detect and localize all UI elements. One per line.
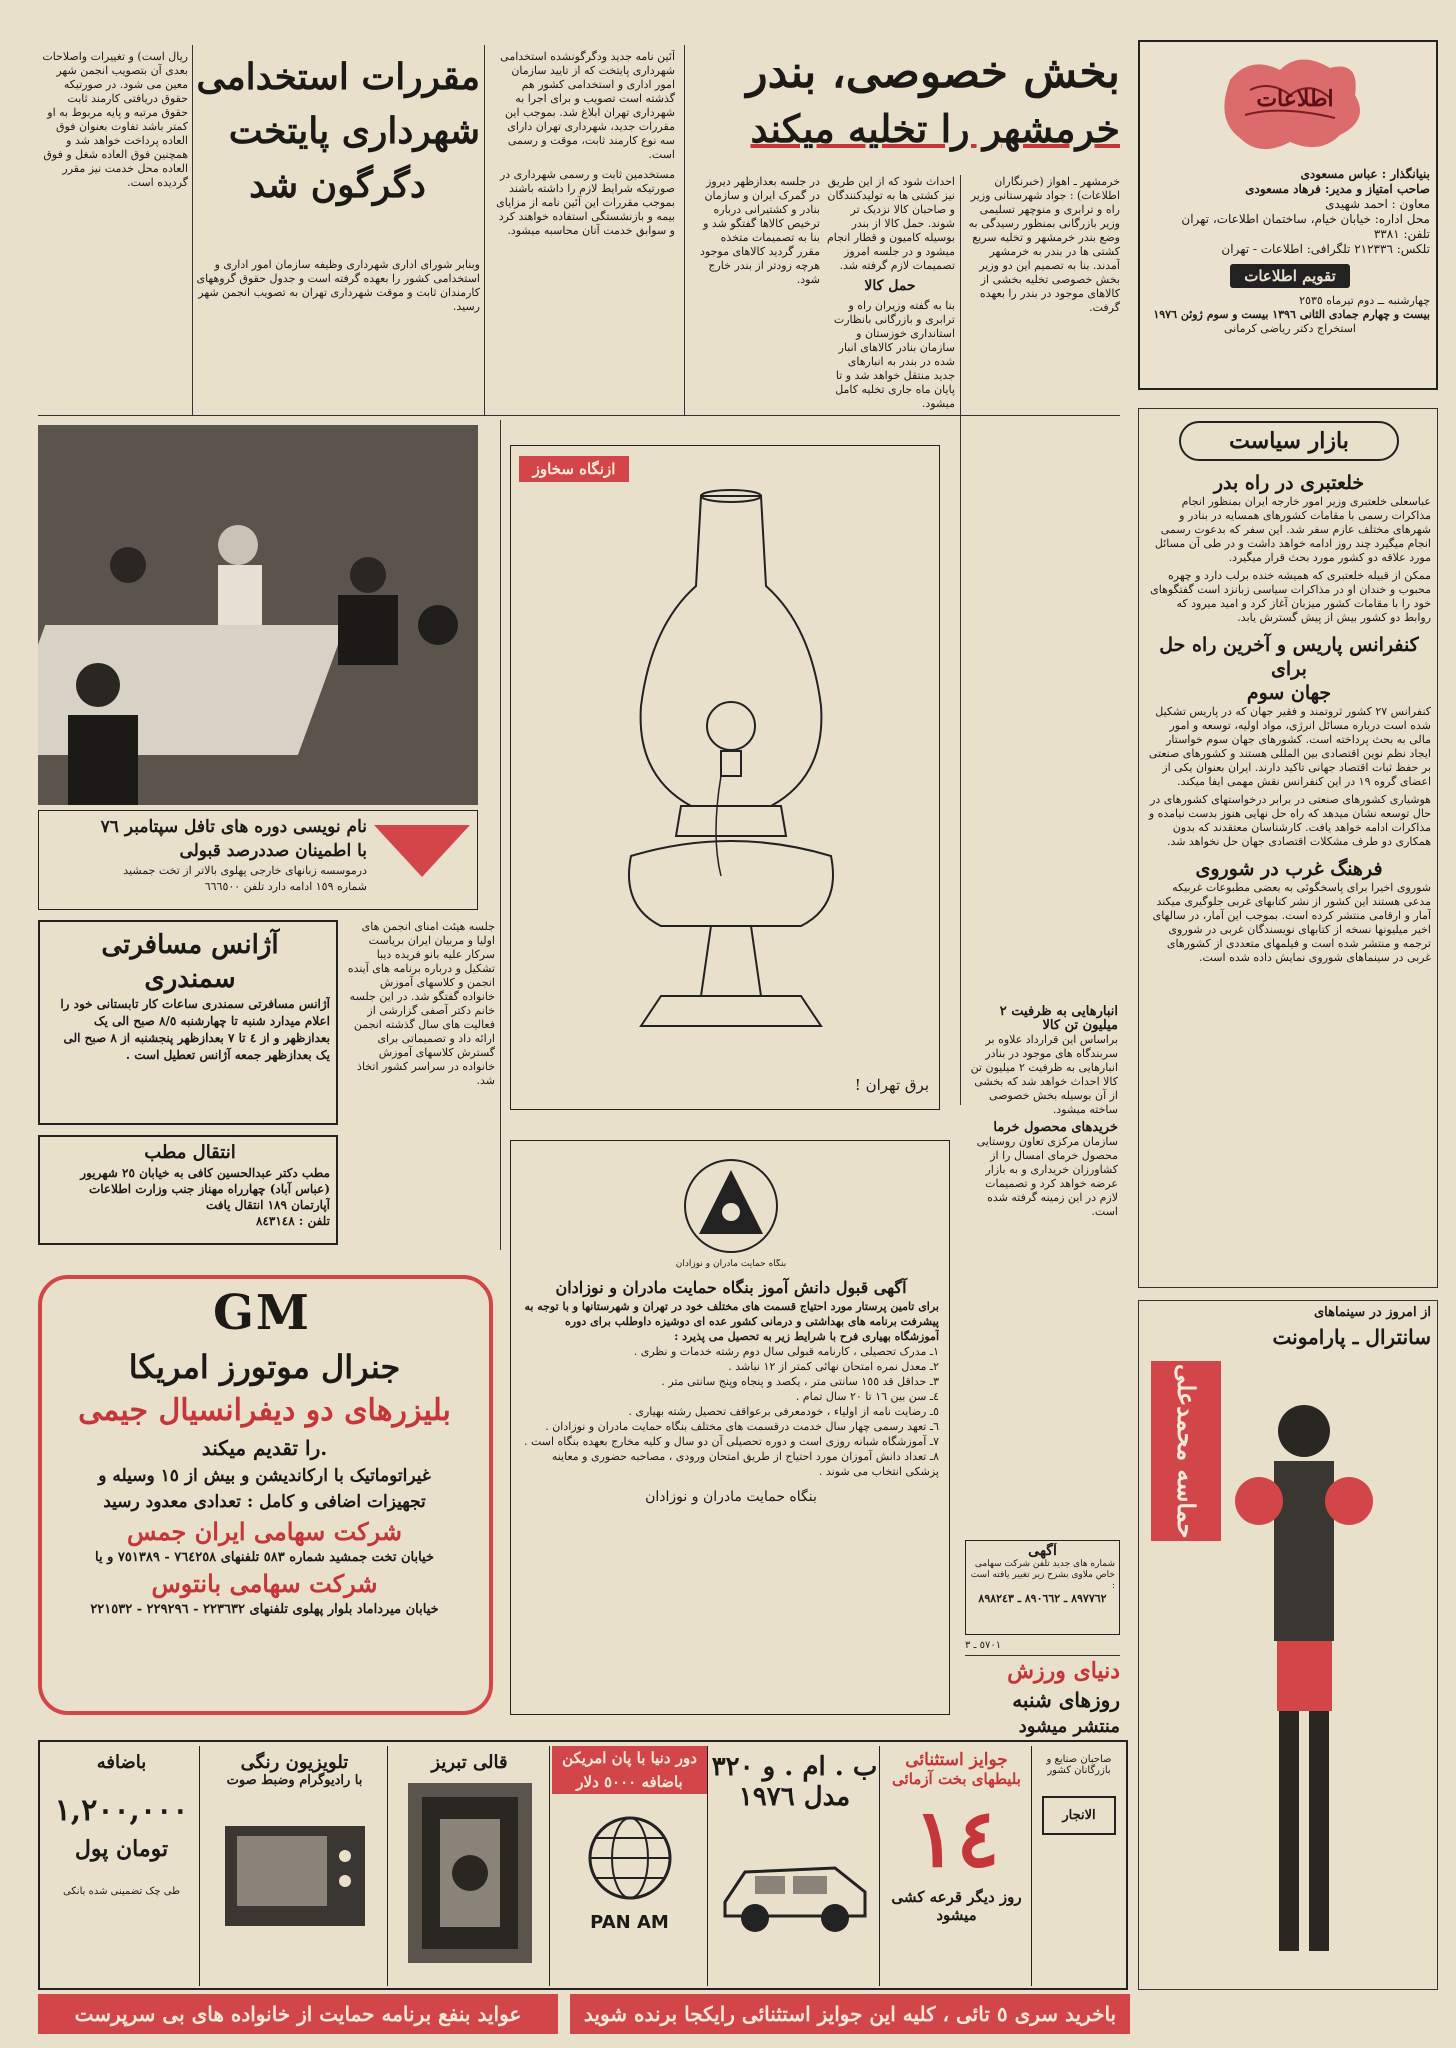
bazaar-h1: خلعتبری در راه بدر: [1213, 472, 1365, 494]
meeting-photo: [38, 425, 478, 805]
car-icon: [715, 1832, 875, 1942]
masthead-logo: [1210, 50, 1370, 160]
cinema-list: سانترال ـ پارامونت: [1272, 1325, 1431, 1349]
nursing-item: ١ـ مدرک تحصیلی ، کارنامه قبولی سال دوم رشته خدمات و نظری .: [633, 1345, 939, 1358]
gm-logo: GM: [212, 1285, 312, 1341]
sports-line2: روزهای شنبه: [1012, 1688, 1120, 1712]
sports-line3: منتشر میشود: [1018, 1716, 1120, 1737]
gm-features2: تجهیزات اضافی و کامل : تعدادی معدود رسید: [103, 1492, 426, 1512]
nursing-intro: برای تامین پرستار مورد احتیاج قسمت های مختلف خود در تهران و شهرستانها و با توجه به پیشرفت برنامه های بهداشتی و درمانی کشور عده ای دوشیزه داوطلب برای دوره آموزشگاه بهیاری فرح با شرایط زیر به تحصیل می پذیرد :: [524, 1300, 939, 1343]
ad-lottery-sub: روز دیگر قرعه کشی میشود: [891, 1888, 1022, 1924]
ad-money-foot: طی چک تضمینی شده بانکی: [62, 1886, 181, 1897]
date-line2: بیست و چهارم جمادی الثانی ١٣٩٦ بیست و سوم ژوئن ١٩٧٦: [1153, 308, 1430, 321]
ad-lottery-top: جوایز استثنائی: [905, 1750, 1008, 1770]
calendar-source: استخراج دکتر ریاضی کرمانی: [1224, 322, 1356, 335]
bottom-ads-strip: [38, 1740, 1128, 1990]
nursing-title: آگهی قبول دانش آموز بنگاه حمایت مادران و نوزادان: [555, 1278, 907, 1297]
ad-carpet: [390, 1746, 550, 1986]
clinic-ad: [38, 1135, 338, 1245]
ad-industry-mid: الانجار: [1042, 1796, 1116, 1835]
cinema-title: از امروز در سینماهای: [1313, 1305, 1431, 1320]
ad-tv-top: تلویزیون رنگی: [240, 1752, 349, 1773]
port-col1: خرمشهر ـ اهواز (خبرنگاران اطلاعات) : جواد شهرستانی وزیر راه و ترابری و منوچهر تسلیمی وزیر بازرگانی بمنظور رسیدگی به وضع بندر خرمشهر و تخلیه سریع کشتی ها در بندر به خرمشهر آمدند. بنا به تصمیم این دو وزیر بخش خصوصی تخلیه بخشی از کالاهای موجود در بندر را بعهده گرفت.: [968, 175, 1120, 314]
ad-tv: [202, 1746, 388, 1986]
gm-address1: خیابان تخت جمشید شماره ٥٨٣ تلفنهای ٧٦٤٢٥٨ - ٧٥١٣٨٩ و یا: [94, 1550, 435, 1565]
tafel-line2: با اطمینان صددرصد قبولی: [179, 841, 367, 861]
meeting-photo-icon: [38, 425, 478, 805]
cartoon-label: ازنگاه سخاوز: [519, 456, 629, 482]
nursing-emblem-icon: [681, 1156, 781, 1256]
film-title: حماسه محمدعلی: [1151, 1361, 1221, 1541]
port-headline-line2: خرمشهر را تخلیه میکند: [750, 106, 1120, 151]
port-col-under: انبارهایی به ظرفیت ٢ میلیون تن کالا براساس این قرارداد علاوه بر سربندگاه های موجود در بنادر انبارهایی به ظرفیت ٢ میلیون تن کالا احداث خواهد شد که بخشی از آن بوسیله بخش خصوصی ساخته میشود. خریدهای محصول خرما سازمان مرکزی تعاون روستایی محصول خرمای امسال را از کشاورزان خریداری و به بازار عرضه خواهد کرد و تصمیمات لازم در این زمینه گرفته شده است.: [968, 1005, 1118, 1305]
port-col2: احداث شود که از این طریق نیز کشتی ها به تولیدکنندگان و صاحبان کالا نزدیک تر شوند. حمل کالا از بندر بوسیله کامیون و قطار انجام میشود و در جلسه امروز تصمیمات لازم گرفته شد. حمل کالا بنا به گفته وزیران راه و ترابری و بازرگانی بانظارت استانداری خوزستان و سازمان بنادر کالاهای انبار شده در بندر به انبارهای جدید منتقل خواهد شد و تا پایان ماه جاری تخلیه کامل میشود.: [826, 175, 955, 410]
gm-features1: غیراتوماتیک با ارکاندیشن و بیش از ١٥ وسیله و: [98, 1466, 431, 1486]
ad-bmw: [710, 1746, 880, 1986]
bazaar-p3: شوروی اخیرا برای پاسخگوئی به بعضی مطبوعات غربیکه مدعی هستند این کشور از نشر کتابهای غربی جلوگیری میکند آمار و ارقامی منتشر کرده است. بموجب این آمار، در سالهای اخیر میلیونها نسخه از کتابهای نویسندگان غربی در شوروی ترجمه و منتشر شده است و فیلمهای متعددی از کشورهای غربی در سینماهای شوروی نمایش داده شده است.: [1152, 881, 1431, 964]
red-triangle-icon: [374, 825, 470, 877]
address: محل اداره: خیابان خیام، ساختمان اطلاعات، تهران: [1181, 212, 1430, 226]
gm-offer: را تقدیم میکند.: [201, 1436, 328, 1460]
cinema-ad: [1138, 1300, 1438, 1990]
tafel-line4: شماره ١٥٩ ادامه دارد تلفن ٦٦٦٥٠٠: [204, 880, 367, 893]
telex: تلکس: ٢١٢٣٣٦ تلگرافی: اطلاعات - تهران: [1221, 242, 1430, 256]
nursing-item: ٥ـ رضایت نامه از اولیاء ، خودمعرفی برعواقف تحصیل رشته بهیاری .: [628, 1405, 939, 1418]
bazaar-h3: فرهنگ غرب در شوروی: [1195, 858, 1383, 880]
nursing-item: ٦ـ تعهد رسمی چهار سال خدمت درقسمت های مختلف بنگاه حمایت مادران و نوزادان .: [545, 1420, 939, 1433]
ad-panam: [552, 1746, 708, 1986]
ad-panam-logo: PAN AM: [590, 1912, 669, 1933]
cartoon-frame: [510, 445, 940, 1110]
editor2: معاون : احمد شهیدی: [1325, 197, 1430, 211]
tehran-col-right: آئین نامه جدید ودگرگونشده استخدامی شهرداری پایتخت که از تایید سازمان امور اداری و استخدامی کشور هم گذشته است تصویب و برای اجرا به شهرداری تهران ابلاغ شد. بموجب این مقررات جدید، شهرداری تهران دارای سه نوع کارمند ثابت، موقت و رسمی است. مستخدمین ثابت و رسمی شهرداری در صورتیکه شرایط لازم را داشته باشند بموجب مقررات این آئین نامه از مزایای بیمه و بازنشستگی استفاده خواهند کرد و سوابق خدمت آنان محاسبه میشود.: [496, 50, 675, 237]
carpet-icon: [400, 1779, 540, 1969]
ad-bmw-top: ب . ام . و ٣٢٠: [711, 1752, 878, 1782]
gm-address2: خیابان میرداماد بلوار پهلوی تلفنهای ٢٢٣٦٣٢ - ٢٢٩٢٩٦ - ٢٢١٥٣٢: [90, 1602, 439, 1617]
port-subhead3: خریدهای محصول خرما: [993, 1120, 1118, 1135]
port-subhead2: انبارهایی به ظرفیت ٢ میلیون تن کالا: [999, 1005, 1118, 1033]
notice-code: ٥٧٠١ ـ ٣: [965, 1640, 1002, 1651]
tehran-col-left: ریال است) و تغییرات واصلاحات بعدی آن بتصویب انجمن شهر معین می شود. در صورتیکه حقوق دریافتی کارمند ثابت حقوق مرتبه و پایه مربوط به او کمتر باشد تفاوت بعنوان فوق العاده پرداخت خواهد شد و همچنین فوق العاده شغل و فوق العاده محل خدمت نیز مقرر گردیده است.: [42, 50, 188, 189]
ad-money-top: باضافه: [96, 1752, 147, 1773]
ad-industry-top: صاحبان صنایع و بازرگانان کشور: [1046, 1754, 1112, 1776]
cartoon-caption: برق تهران !: [854, 1076, 929, 1094]
tehran-headline-line2: شهرداری پایتخت: [228, 110, 480, 152]
editor: صاحب امتیاز و مدیر: فرهاد مسعودی: [1245, 182, 1430, 196]
ad-bmw-mid: مدل ١٩٧٦: [738, 1782, 851, 1812]
date-line1: چهارشنبه ــ دوم تیرماه ٢٥٣٥: [1299, 294, 1430, 307]
nursing-ad: [510, 1140, 950, 1715]
ad-lottery-big: ١٤: [913, 1791, 1000, 1885]
bazaar-column: [1138, 408, 1438, 1288]
gm-company1: شرکت سهامی ایران جمس: [127, 1517, 402, 1546]
gm-company2: شرکت سهامی بانتوس: [151, 1569, 378, 1598]
notice-body: شماره های جدید تلفن شرکت سهامی خاص ملاوی بشرح زیر تغییر یافته است :: [970, 1559, 1115, 1591]
nursing-item: ٨ـ تعداد دانش آموزان مورد احتیاج از طریق امتحان ورودی ، مصاحبه حضوری و معاینه پزشکی انتخاب می شوند .: [551, 1450, 939, 1478]
bazaar-h2b: جهان سوم: [1246, 682, 1332, 704]
ad-lottery-mid: بلیطهای بخت آزمائی: [892, 1770, 1021, 1788]
boxer-photo: [1229, 1361, 1379, 1981]
calendar-dates: [1150, 294, 1430, 336]
nursing-logo: [681, 1156, 781, 1256]
nursing-item: ٣ـ حداقل قد ١٥٥ سانتی متر ، یکصد و پنجاه وپنج سانتی متر .: [661, 1375, 939, 1388]
footer-right: باخرید سری ٥ تائی ، کلیه این جوایز استثنائی رایکجا برنده شوید: [570, 1994, 1130, 2034]
nursing-signature: بنگاه حمایت مادران و نوزادان: [645, 1489, 817, 1505]
sports-line1: دنیای ورزش: [1007, 1658, 1120, 1684]
clinic-title: انتقال مطب: [144, 1142, 236, 1163]
ad-money-sub: تومان پول: [74, 1836, 169, 1862]
tafel-line1: نام نویسی دوره های تافل سپتامبر ٧٦: [100, 817, 367, 837]
phone: تلفن: ٣٣٨١: [1373, 227, 1430, 241]
bazaar-p1: عباسعلی خلعتبری وزیر امور خارجه ایران بمنظور انجام مذاکرات رسمی با مقامات کشورهای همسایه در بنادر و شهرهای مختلف عازم سفر شد. این سفر که بدعوت رسمی انجام میگیرد چند روز ادامه خواهد داشت و در طی آن مسائل مورد علاقه دو کشور مورد بحث قرار میگیرد.: [1154, 495, 1431, 564]
nursing-logo-text: بنگاه حمایت مادران و نوزادان: [675, 1259, 787, 1269]
notice-phones: ٨٩٧٧٦٢ ـ ٨٩٠٦٦٢ ـ ٨٩٨٢٤٣: [978, 1592, 1107, 1605]
nursing-item: ٢ـ معدل نمره امتحان نهائی کمتر از ١٢ نباشد .: [728, 1360, 939, 1373]
gm-car: بلیزرهای دو دیفرانسیال جیمی: [78, 1393, 451, 1428]
globe-icon: [580, 1808, 680, 1908]
calendar-title: تقویم اطلاعات: [1230, 264, 1350, 288]
tafel-ad: [38, 810, 478, 910]
ad-industry: [1034, 1746, 1124, 1986]
tehran-col-bottom2: وبنابر شورای اداری شهرداری وظیفه سازمان امور اداری و استخدامی کشور را بعهده گرفته است و جدول حقوق گروههای کارمندان ثابت و موقت شهرداری تهران به تصویب انجمن شهر رسید.: [196, 258, 480, 313]
clinic-body: مطب دکتر عبدالحسین کافی به خیابان ٢٥ شهریور (عباس آباد) چهارراه مهناز جنب وزارت اطلاعات آپارتمان ١٨٩ انتقال یافت: [80, 1166, 330, 1212]
agency-body: آژانس مسافرتی سمندری ساعات کار تابستانی خود را اعلام میدارد شنبه تا چهارشنبه ٨/٥ صبح الی یک بعدازظهر و از ٤ تا ٧ بعدازظهر پنجشنبه از ٨ صبح الی یک بعدازظهر جمعه آژانس تعطیل است .: [60, 997, 330, 1062]
tehran-headline: [195, 50, 480, 250]
ad-money-mid: ١,٢٠٠,٠٠٠: [54, 1793, 189, 1828]
clinic-phone: تلفن : ٨٤٣١٤٨: [256, 1214, 330, 1228]
anjoman-article: جلسه هیئت امنای انجمن های اولیا و مربیان ایران بریاست سرکار علیه بانو فریده دیبا تشکیل و درباره برنامه های آینده انجمن و کلاسهای آموزش خانواده گفتگو شد. در این جلسه خانم دکتر آصفی گزارشی از فعالیت های سال گذشته انجمن ارائه داد و تصمیماتی برای گسترش کلاسهای آموزش خانواده در سراسر کشور اتخاذ شد.: [347, 920, 495, 1087]
bazaar-p2: کنفرانس ٢٧ کشور ثروتمند و فقیر جهان که در پاریس تشکیل شده است درباره مسائل انرژی، مواد اولیه، توسعه و امور مالی به بحث پرداخته است. کشورهای جهان سوم خواستار ایجاد نظم نوین اقتصادی بین المللی هستند و کشورهای صنعتی بر حفظ ثبات اقتصاد جهانی تاکید دارند. ایران بعنوان یکی از اعضای گروه ١٩ در این کنفرانس نقش مهمی ایفا میکند.: [1148, 705, 1431, 788]
tv-set-icon: [215, 1796, 375, 1946]
agency-title1: آژانس مسافرتی: [101, 930, 279, 960]
port-subhead: حمل کالا: [864, 278, 916, 294]
ad-lottery: [882, 1746, 1032, 1986]
logo-text: اطلاعات: [1256, 86, 1334, 112]
gm-ad: [38, 1275, 493, 1715]
port-headline: [700, 45, 1120, 165]
notice-title: آگهی: [1028, 1543, 1057, 1559]
port-headline-line1: بخش خصوصی، بندر: [746, 47, 1120, 98]
ad-tv-mid: با رادیوگرام وضبط صوت: [226, 1773, 363, 1788]
ad-panam-mid: باضافه ٥٠٠٠ دلار: [552, 1770, 707, 1794]
notice-ad: [965, 1540, 1120, 1635]
bazaar-p1b: ممکن از قبیله خلعتبری که همیشه خنده برلب دارد و چهره محبوب و خندان او در مذاکرات سیاسی زبانزد است گفتگوهای خود را با مقامات کشور میزبان آغاز کرد و امید میرود که روابط دو کشور بیش از پیش گسترش یابد.: [1150, 569, 1431, 624]
tehran-headline-line3: دگرگون شد: [249, 164, 426, 206]
nursing-item: ٤ـ سن بین ١٦ تا ٢٠ سال تمام .: [795, 1390, 939, 1403]
sports-ad: [965, 1655, 1120, 1745]
ad-money: [44, 1746, 200, 1986]
ad-carpet-top: قالی تبریز: [431, 1752, 508, 1773]
agency-ad: [38, 920, 338, 1125]
bazaar-h2a: کنفرانس پاریس و آخرین راه حل برای: [1159, 634, 1419, 680]
nursing-item: ٧ـ آموزشگاه شبانه روزی است و دوره تحصیلی آن دو سال و کلیه مخارج بعهده بنگاه است .: [523, 1435, 939, 1448]
bazaar-title: بازار سیاست: [1179, 421, 1399, 461]
tehran-headline-line1: مقررات استخدامی: [196, 56, 480, 98]
ad-panam-top: دور دنیا با پان امریکن: [552, 1746, 707, 1770]
boxer-icon: [1229, 1361, 1379, 1981]
port-col3: در جلسه بعدازظهر دیروز در گمرک ایران و سازمان بنادر و کشتیرانی درباره ترخیص کالاها گفتگو شد و بنا به تصمیمات متخذه مقرر گردید کالاهای موجود هرچه زودتر از بندر خارج شود.: [700, 175, 820, 286]
bazaar-p2b: هوشیاری کشورهای صنعتی در برابر درخواستهای کشورهای در حال توسعه نشان میدهد که راه حل نهایی هنوز بدست نیامده و مذاکرات ادامه خواهد یافت. کارشناسان معتقدند که بدون همکاری دو طرف مشکلات اقتصادی جهان حل نخواهد شد.: [1148, 793, 1431, 848]
oil-lamp-bulb-icon: [571, 476, 891, 1076]
agency-title2: سمندری: [144, 964, 236, 994]
publisher: بنیانگذار : عباس مسعودی: [1300, 167, 1430, 181]
footer-left: عواید بنفع برنامه حمایت از خانواده های بی سرپرست: [38, 1994, 558, 2034]
gm-title: جنرال موتورز امریکا: [128, 1348, 401, 1386]
masthead: [1138, 40, 1438, 390]
tafel-line3: درموسسه زبانهای خارجی پهلوی بالاتر از تخت جمشید: [123, 864, 367, 877]
masthead-info: [1150, 167, 1430, 257]
